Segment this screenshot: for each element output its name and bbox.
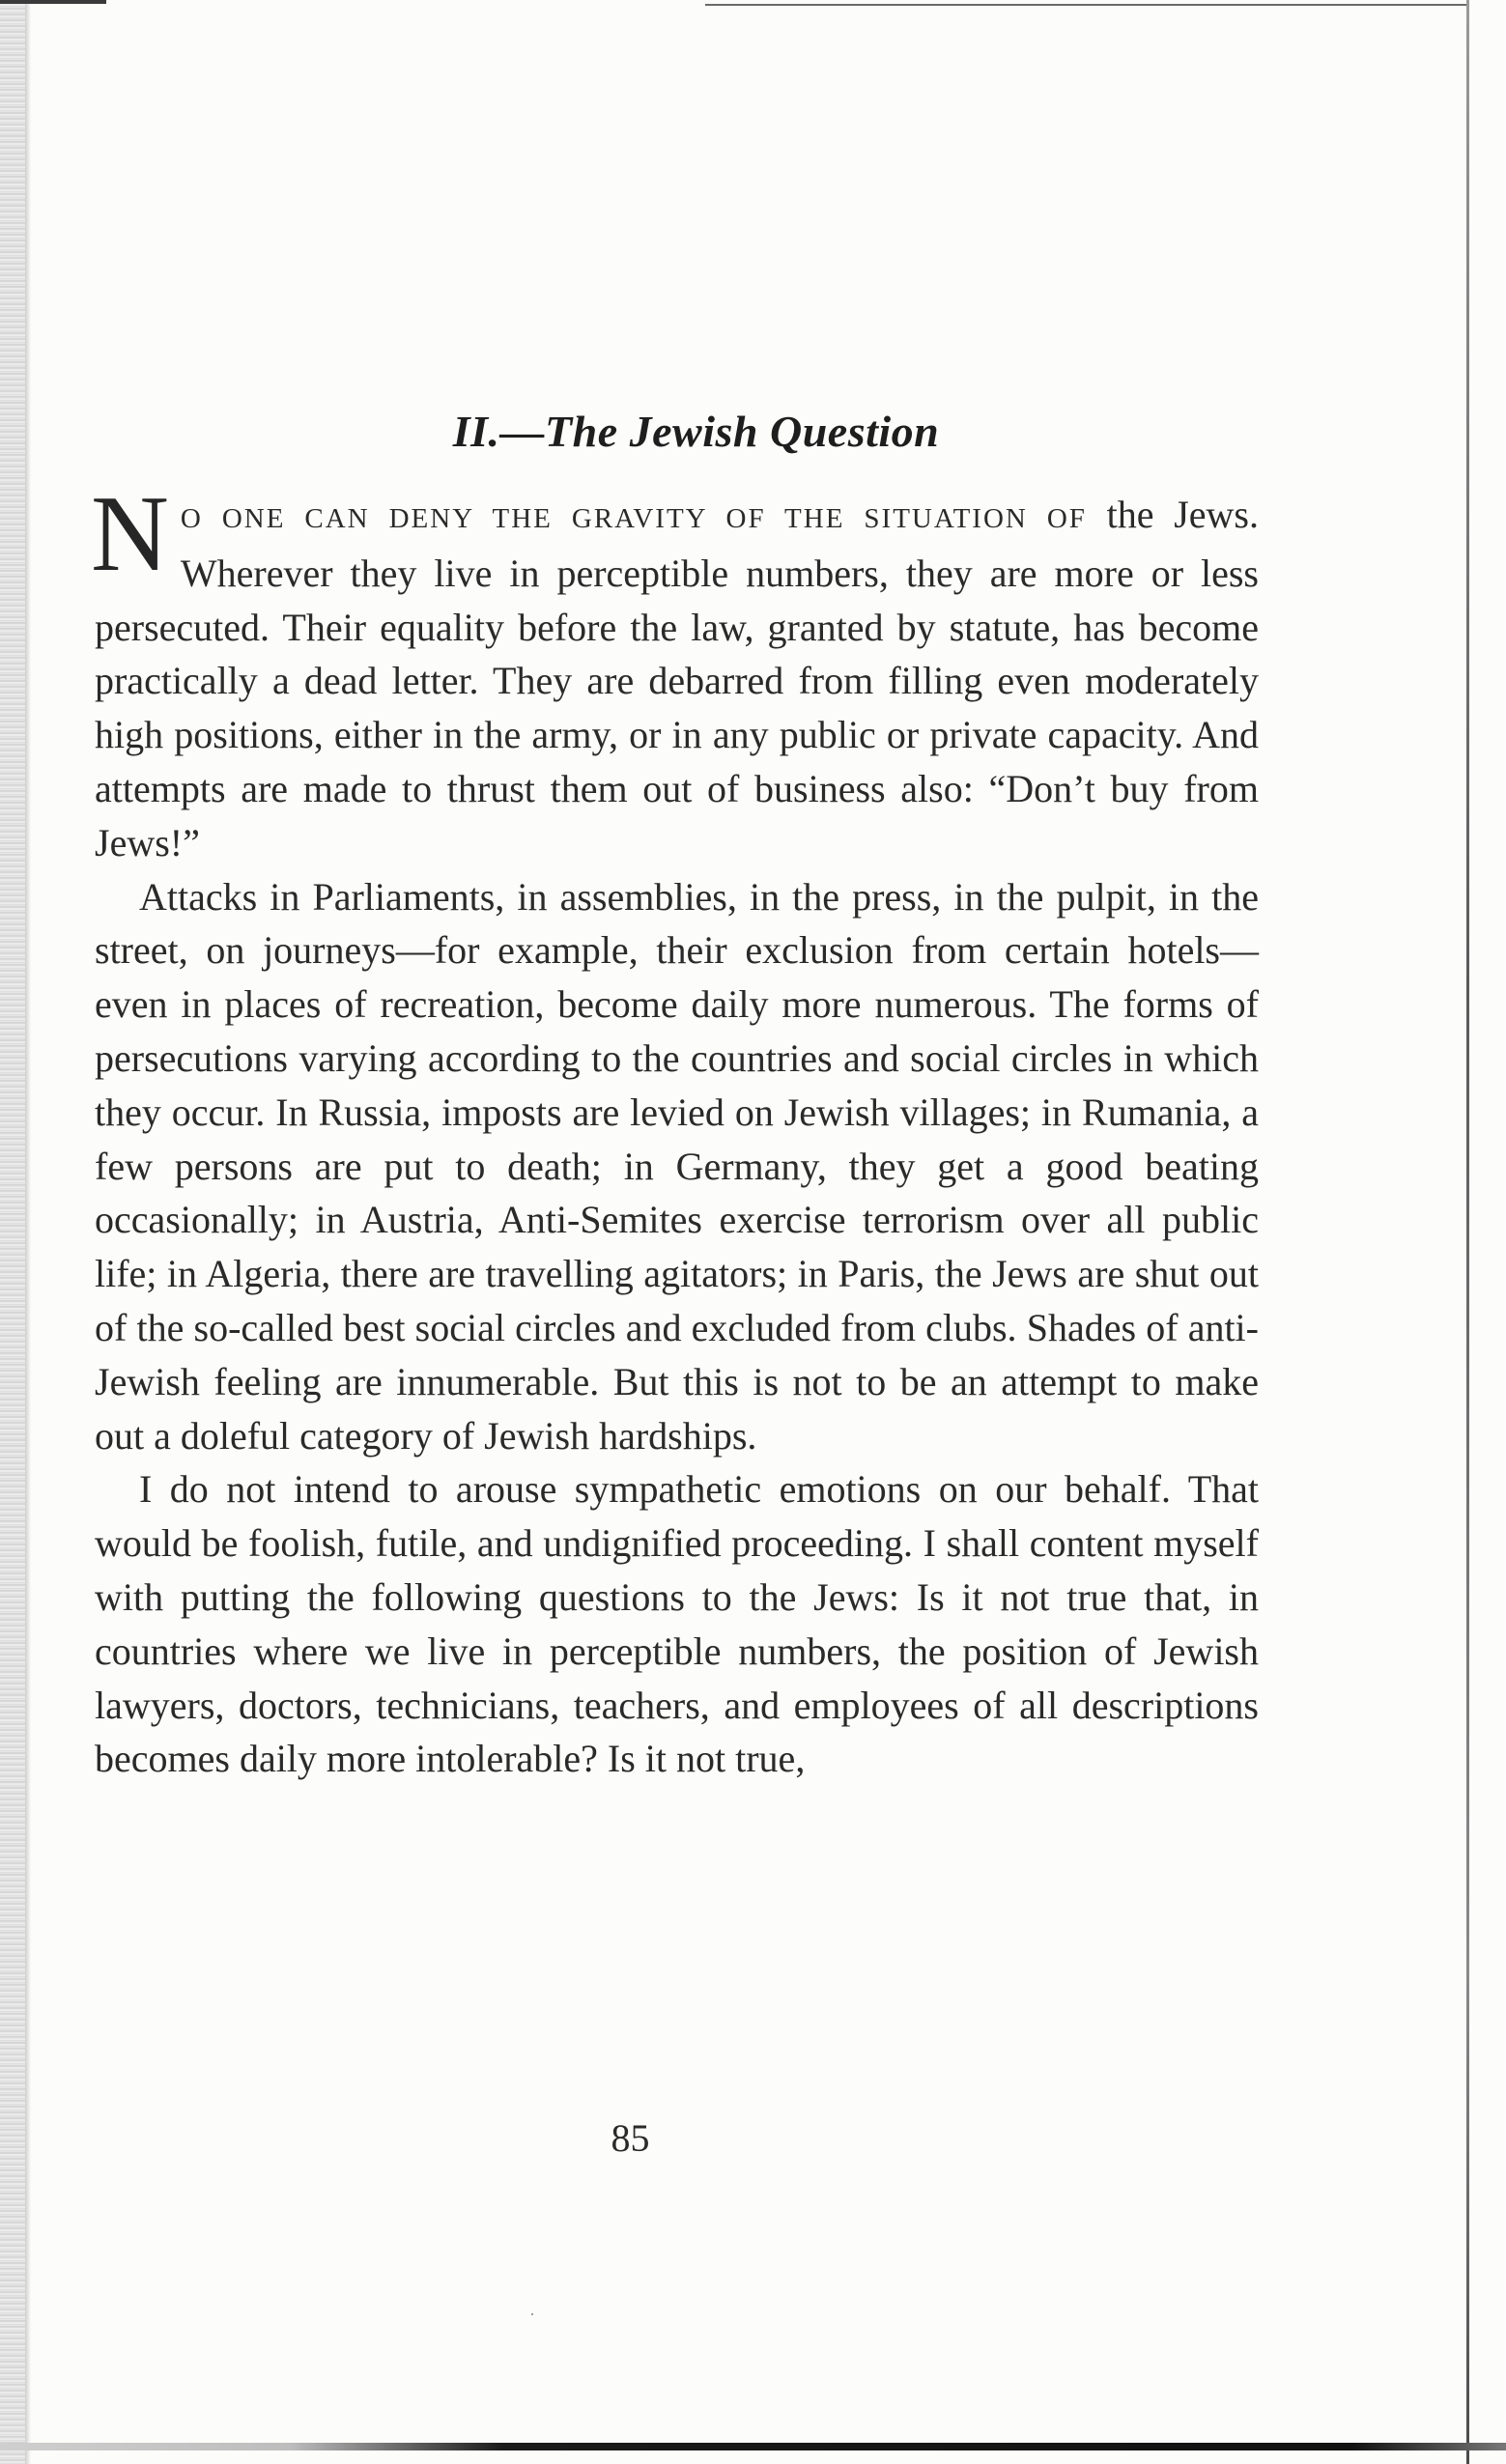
top-edge-line: [705, 4, 1468, 6]
paper-speck: [531, 2313, 533, 2315]
chapter-title: II.—The Jewish Question: [452, 407, 940, 456]
paragraph-1-lead: O ONE CAN DENY THE GRAVITY OF THE SITUATION OF: [180, 503, 1087, 534]
right-edge-line: [1466, 0, 1469, 2464]
bottom-edge-rule: [0, 2443, 1506, 2450]
top-left-rule: [0, 0, 106, 4]
page-number: 85: [611, 2116, 650, 2160]
text-block: [91, 406, 1259, 1786]
paragraph-1: [91, 474, 1259, 870]
page-gutter-edge: [0, 0, 25, 2464]
paragraph-2: Attacks in Parliaments, in assemblies, in the press, in the pulpit, in the street, on journeys—for example, their exclusion from certain hotels—even in places of recreation, become daily more numerous. The forms of persecutions varying according to the countries and social circles in which they occur. In Russia, imposts are levied on Jewish villages; in Rumania, a few persons are put to death; in Germany, they get a good beating occasionally; in Austria, Anti-Semites exercise terrorism over all public life; in Algeria, there are travelling agitators; in Paris, the Jews are shut out of the so-called best social circles and excluded from clubs. Shades of anti-Jewish feeling are innumerable. But this is not to be an attempt to make out a doleful category of Jewish hardships.: [95, 874, 1259, 1458]
paragraph-3: I do not intend to arouse sympathetic emotions on our behalf. That would be foolish, futile, and undignified proceeding. I shall content myself with putting the following questions to the Jews: Is it not true that, in countries where we live in perceptible numbers, the position of Jewish lawyers, doctors, technicians, teachers, and employees of all descriptions becomes daily more intolerable? Is it not true,: [95, 1467, 1259, 1781]
drop-cap: N: [91, 474, 169, 594]
paragraph-1-body: the Jews. Wherever they live in perceptible numbers, they are more or less persecuted. Their equality before the law, granted by statute, has become practically a dead letter. They are debarred from filling even moderately high positions, either in the army, or in any public or private capacity. And attempts are made to thrust them out of business also: “Don’t buy from Jews!”: [95, 493, 1259, 864]
